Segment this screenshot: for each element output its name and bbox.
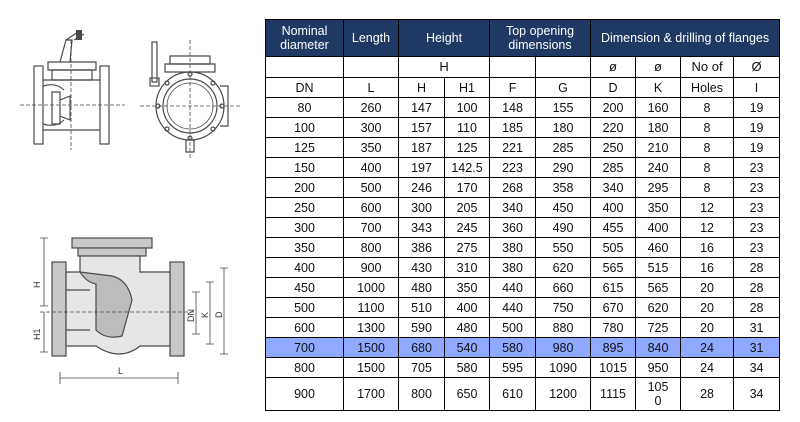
table-cell: 100 [266,118,344,138]
table-cell: 12 [681,218,734,238]
table-cell: 380 [490,238,536,258]
table-cell: 780 [591,318,636,338]
label-l: L [118,366,124,376]
table-cell: 31 [734,318,780,338]
table-cell: 19 [734,138,780,158]
table-cell: 800 [266,358,344,378]
valve-drawings [0,0,262,422]
table-cell: 800 [399,378,445,411]
table-row [266,158,780,178]
table-cell: 650 [445,378,490,411]
table-cell: 1500 [344,338,399,358]
table-cell: 895 [591,338,636,358]
table-cell: 110 [445,118,490,138]
table-cell: 1000 [344,278,399,298]
table-cell: 180 [636,118,681,138]
label-h1: H1 [32,328,42,340]
table-cell: 240 [636,158,681,178]
col-symbol: K [636,78,681,98]
table-cell: 220 [591,118,636,138]
table-cell: 510 [399,298,445,318]
table-cell: 580 [490,338,536,358]
table-cell: 100 [445,98,490,118]
table-cell: 430 [399,258,445,278]
table-cell: 1300 [344,318,399,338]
table-cell: 250 [591,138,636,158]
table-cell: 34 [734,358,780,378]
header-length: Length [344,20,399,57]
table-cell: 880 [536,318,591,338]
table-cell: 28 [734,258,780,278]
table-cell: 600 [344,198,399,218]
table-cell: 221 [490,138,536,158]
table-cell: 540 [445,338,490,358]
table-row [266,338,780,358]
table-cell: 350 [445,278,490,298]
table-cell: 246 [399,178,445,198]
table-cell: 380 [490,258,536,278]
end-view-drawing [140,40,240,160]
table-cell: 705 [399,358,445,378]
table-cell: 200 [266,178,344,198]
table-cell: 8 [681,158,734,178]
table-cell: 340 [490,198,536,218]
table-cell: 24 [681,338,734,358]
col-symbol: H [399,78,445,98]
table-cell: 180 [536,118,591,138]
header-nominal-diameter: Nominal diameter [266,20,344,57]
table-cell: 450 [266,278,344,298]
table-cell: 150 [266,158,344,178]
table-cell: 460 [636,238,681,258]
table-cell: 400 [266,258,344,278]
table-cell: 480 [399,278,445,298]
table-cell: 595 [490,358,536,378]
table-cell: 505 [591,238,636,258]
table-cell: 185 [490,118,536,138]
table-cell: 360 [490,218,536,238]
table-row [266,218,780,238]
table-cell: 285 [536,138,591,158]
table-cell: 1500 [344,358,399,378]
section-view-drawing [40,238,228,384]
table-cell: 980 [536,338,591,358]
table-row [266,238,780,258]
table-cell: 19 [734,118,780,138]
table-cell: 23 [734,238,780,258]
table-cell: 400 [344,158,399,178]
table-cell: 250 [266,198,344,218]
table-cell: 358 [536,178,591,198]
table-cell: 300 [266,218,344,238]
table-cell: 500 [266,298,344,318]
table-cell: 16 [681,238,734,258]
col-symbol: Holes [681,78,734,98]
table-cell: 1115 [591,378,636,411]
table-cell: 285 [591,158,636,178]
subheader-phi-d: ø [591,57,636,78]
table-cell: 24 [681,358,734,378]
table-cell [636,378,681,411]
table-cell: 350 [636,198,681,218]
table-row [266,278,780,298]
table-cell: 28 [734,298,780,318]
table-cell: 1090 [536,358,591,378]
table-cell: 580 [445,358,490,378]
table-cell: 160 [636,98,681,118]
table-cell: 840 [636,338,681,358]
table-row [266,258,780,278]
table-cell: 23 [734,158,780,178]
table-row [266,178,780,198]
table-subheader-row [266,57,780,78]
table-cell: 28 [681,378,734,411]
table-cell: 620 [536,258,591,278]
table-cell: 950 [636,358,681,378]
table-cell: 80 [266,98,344,118]
table-cell: 8 [681,178,734,198]
wrapped-value-part: 0 [654,394,662,408]
col-symbol: G [536,78,591,98]
table-cell: 600 [266,318,344,338]
label-h: H [32,281,42,288]
table-cell: 31 [734,338,780,358]
table-cell: 205 [445,198,490,218]
table-cell: 725 [636,318,681,338]
table-cell: 19 [734,98,780,118]
table-cell: 500 [344,178,399,198]
table-cell: 20 [681,298,734,318]
side-view-drawing [20,30,125,150]
table-cell: 343 [399,218,445,238]
subheader-phi-i: Ø [734,57,780,78]
table-cell: 386 [399,238,445,258]
valve-spec-table [265,19,780,411]
table-cell: 490 [536,218,591,238]
table-cell: 515 [636,258,681,278]
table-cell: 157 [399,118,445,138]
table-cell: 400 [636,218,681,238]
table-row [266,98,780,118]
table-cell: 700 [266,338,344,358]
table-cell: 155 [536,98,591,118]
table-row [266,298,780,318]
table-cell: 23 [734,218,780,238]
col-symbol: F [490,78,536,98]
table-row [266,138,780,158]
col-symbol: DN [266,78,344,98]
table-cell: 295 [636,178,681,198]
table-row [266,378,780,411]
table-cell: 500 [490,318,536,338]
table-cell: 310 [445,258,490,278]
table-cell: 340 [591,178,636,198]
table-cell: 1200 [536,378,591,411]
subheader-no-of: No of [681,57,734,78]
table-cell: 290 [536,158,591,178]
table-cell: 610 [490,378,536,411]
table-cell: 187 [399,138,445,158]
table-cell: 1700 [344,378,399,411]
table-cell: 20 [681,278,734,298]
table-cell: 900 [266,378,344,411]
table-cell: 1100 [344,298,399,318]
table-cell: 34 [734,378,780,411]
header-height: Height [399,20,490,57]
table-cell: 268 [490,178,536,198]
table-cell: 170 [445,178,490,198]
table-cell: 565 [591,258,636,278]
label-dn: DN [186,309,196,322]
table-symbol-row [266,78,780,98]
subheader-phi-k: ø [636,57,681,78]
table-cell: 350 [344,138,399,158]
table-cell: 1015 [591,358,636,378]
table-cell: 125 [445,138,490,158]
subheader-height-h: H [399,57,490,78]
table-cell: 480 [445,318,490,338]
table-cell: 147 [399,98,445,118]
table-cell: 8 [681,138,734,158]
table-cell: 620 [636,298,681,318]
table-cell: 8 [681,98,734,118]
table-cell: 23 [734,178,780,198]
table-cell: 700 [344,218,399,238]
table-cell: 16 [681,258,734,278]
table-cell: 750 [536,298,591,318]
table-row [266,118,780,138]
header-top-opening: Top opening dimensions [490,20,591,57]
table-cell: 23 [734,198,780,218]
table-cell: 142.5 [445,158,490,178]
col-symbol: H1 [445,78,490,98]
table-cell: 300 [399,198,445,218]
table-cell: 565 [636,278,681,298]
table-cell: 440 [490,298,536,318]
table-cell: 12 [681,198,734,218]
table-cell: 590 [399,318,445,338]
table-cell: 245 [445,218,490,238]
table-row [266,318,780,338]
table-cell: 197 [399,158,445,178]
table-cell: 125 [266,138,344,158]
table-cell: 680 [399,338,445,358]
table-cell: 8 [681,118,734,138]
header-flanges: Dimension & drilling of flanges [591,20,780,57]
col-symbol: D [591,78,636,98]
col-symbol: I [734,78,780,98]
table-header-row [266,20,780,57]
table-cell: 210 [636,138,681,158]
table-cell: 440 [490,278,536,298]
table-cell: 148 [490,98,536,118]
table-row [266,198,780,218]
table-cell: 455 [591,218,636,238]
table-cell: 260 [344,98,399,118]
label-k: K [200,311,210,318]
wrapped-value-part: 105 [647,380,669,394]
table-cell: 900 [344,258,399,278]
table-cell: 450 [536,198,591,218]
table-row [266,358,780,378]
table-cell: 615 [591,278,636,298]
col-symbol: L [344,78,399,98]
table-cell: 400 [445,298,490,318]
table-cell: 300 [344,118,399,138]
table-cell: 550 [536,238,591,258]
table-cell: 660 [536,278,591,298]
table-cell: 20 [681,318,734,338]
table-cell: 200 [591,98,636,118]
table-cell: 350 [266,238,344,258]
label-d: D [214,311,224,318]
table-cell: 800 [344,238,399,258]
table-cell: 223 [490,158,536,178]
table-cell: 28 [734,278,780,298]
table-cell: 275 [445,238,490,258]
table-cell: 400 [591,198,636,218]
table-cell: 670 [591,298,636,318]
